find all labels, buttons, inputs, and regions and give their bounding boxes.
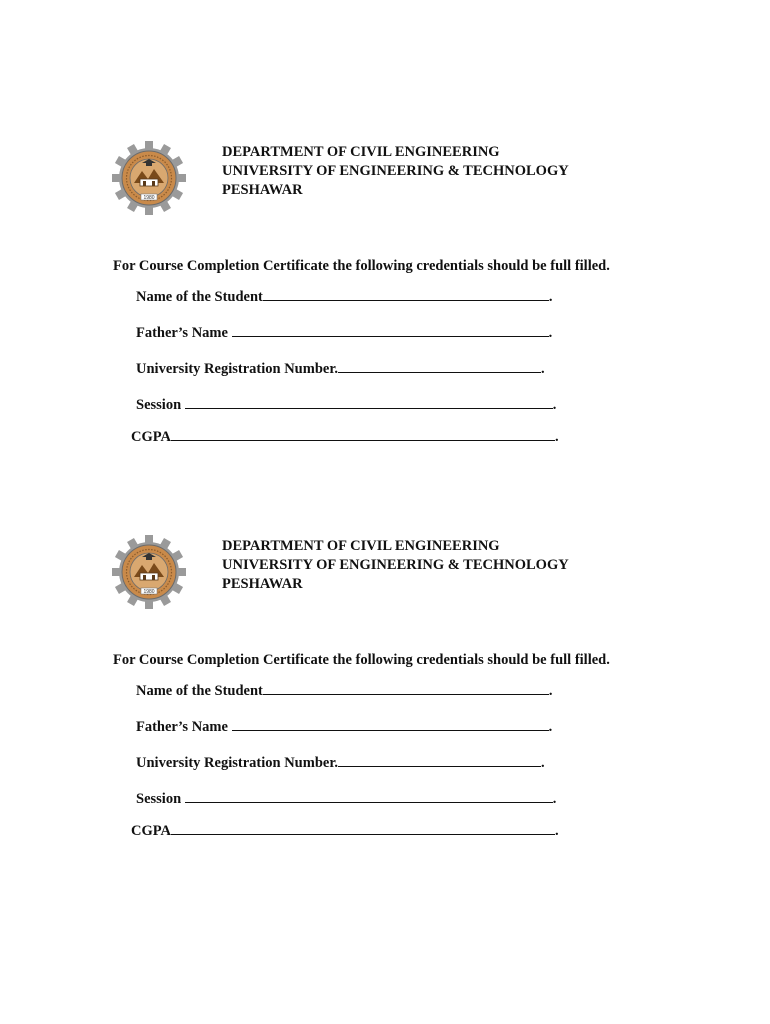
- field-label: CGPA: [131, 429, 172, 445]
- session-input-line[interactable]: [185, 790, 553, 803]
- field-end: .: [555, 429, 559, 445]
- field-registration-number: [136, 360, 545, 378]
- header-line-department: DEPARTMENT OF CIVIL ENGINEERING: [222, 144, 500, 160]
- field-label: Father’s Name: [136, 719, 232, 735]
- field-end: .: [548, 289, 553, 305]
- father-name-input-line[interactable]: [232, 324, 549, 337]
- field-student-name: [136, 682, 553, 700]
- header-line-city: PESHAWAR: [222, 182, 303, 198]
- header-line-department: DEPARTMENT OF CIVIL ENGINEERING: [222, 538, 500, 554]
- field-label: Name of the Student: [136, 683, 263, 699]
- field-label: Name of the Student: [136, 289, 263, 305]
- intro-text: For Course Completion Certificate the following credentials should be full filled.: [113, 258, 610, 274]
- field-cgpa: [131, 822, 559, 840]
- field-end: .: [555, 823, 559, 839]
- field-end: .: [548, 325, 553, 341]
- certificate-form-1: [0, 0, 770, 445]
- field-end: .: [541, 755, 545, 771]
- field-label: University Registration Number.: [136, 755, 339, 771]
- father-name-input-line[interactable]: [232, 718, 549, 731]
- field-end: .: [541, 361, 545, 377]
- field-label: University Registration Number.: [136, 361, 339, 377]
- logo-year: 1980: [143, 589, 155, 595]
- registration-number-input-line[interactable]: [338, 360, 541, 373]
- field-label: CGPA: [131, 823, 172, 839]
- field-end: .: [548, 683, 553, 699]
- intro-text: For Course Completion Certificate the following credentials should be full filled.: [113, 652, 610, 668]
- university-logo: [112, 535, 186, 609]
- cgpa-input-line[interactable]: [171, 822, 555, 835]
- department-header: [222, 537, 569, 594]
- field-registration-number: [136, 754, 545, 772]
- field-student-name: [136, 288, 553, 306]
- university-logo: [112, 141, 186, 215]
- student-name-input-line[interactable]: [263, 682, 549, 695]
- field-label: Session: [136, 791, 185, 807]
- header-line-university: UNIVERSITY OF ENGINEERING & TECHNOLOGY: [222, 557, 569, 573]
- department-header: [222, 143, 569, 200]
- field-end: .: [548, 719, 553, 735]
- header-line-university: UNIVERSITY OF ENGINEERING & TECHNOLOGY: [222, 163, 569, 179]
- field-session: [136, 790, 556, 808]
- student-name-input-line[interactable]: [263, 288, 549, 301]
- field-label: Father’s Name: [136, 325, 232, 341]
- registration-number-input-line[interactable]: [338, 754, 541, 767]
- field-end: .: [552, 397, 557, 413]
- field-label: Session: [136, 397, 185, 413]
- logo-year: 1980: [143, 195, 155, 201]
- field-father-name: [136, 324, 552, 342]
- certificate-form-2: [0, 394, 770, 839]
- field-end: .: [552, 791, 557, 807]
- header-line-city: PESHAWAR: [222, 576, 303, 592]
- field-father-name: [136, 718, 552, 736]
